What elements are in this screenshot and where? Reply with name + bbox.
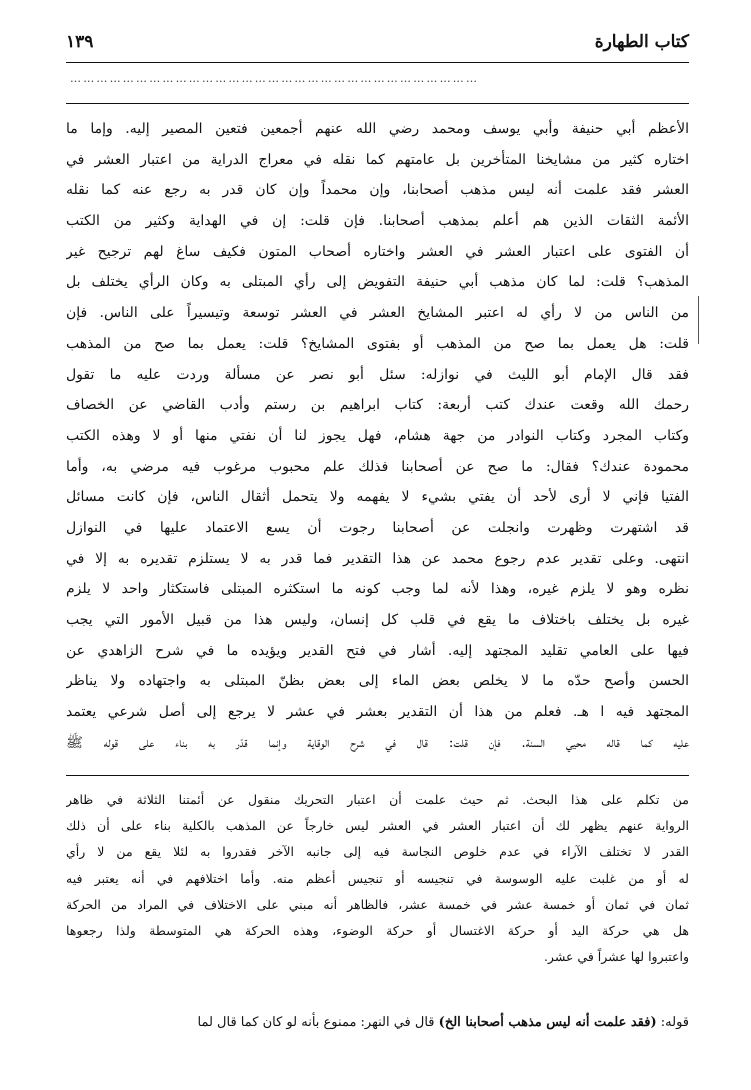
header-rule: [66, 62, 689, 63]
text-line: قد اشتهرت وظهرت وانجلت عن أصحابنا رجوت أن يسع الاعتماد عليها في النوازل: [66, 519, 689, 536]
text-line: اختاره كثير من مشايخنا المتأخرين بل عامتهم كما نقله في معراج الدراية من اعتبار العشر في: [66, 151, 689, 168]
text-line: الأعظم أبي حنيفة وأبي يوسف ومحمد رضي الله عنهم أجمعين فتعين المصير إليه. وإما ما: [66, 121, 689, 137]
dotted-separator: …………………………………………………………………………………: [70, 72, 480, 85]
text-line: المجتهد فيه ا هـ. فعلم من هذا أن التقدير بعشر في عشر لا يرجع إلى أصل شرعي يعتمد: [66, 704, 689, 721]
text-line: غيره بل يختلف باختلاف ما يقع في قلب كل إنسان، وليس هذا من قبيل الأمور التي يجب: [66, 612, 689, 628]
text-line: انتهى. وعلى تقدير عدم رجوع محمد عن هذا التقدير فما قدر به لا يستلزم تقديره به إلا في: [66, 550, 689, 567]
text-line: من الناس من لا رأي له اعتبر المشايخ العشر في العشر توسعة وتيسيراً على الناس. فإن: [66, 305, 689, 322]
footnote-rule: [66, 775, 689, 776]
text-line: نظره وهو لا يلزم غيره، وهذا لأنه لما وجب كونه ما استكثره المبتلى فاستكثار واحد لا يلزم: [66, 581, 689, 598]
text-separator-rule: [66, 103, 689, 104]
text-line: قلت: هل يعمل بما صح من المذهب أو بفتوى المشايخ؟ قلت: يعمل بما صح من المذهب: [66, 335, 689, 352]
text-line: عليه كما قاله محيي السنة. فإن قلت: قال في شرح الوقاية وإنما قدّر به بناء على قوله ﷺ: [66, 734, 689, 751]
text-line: واعتبروا لها عشراً في عشر.: [543, 949, 689, 965]
text-line: العشر فقد علمت أنه ليس مذهب أصحابنا، وإن محمداً وإن كان قدر به رجع عنه كما نقله: [66, 182, 689, 199]
text-line: وكتاب المجرد وكتاب النوادر من جهة هشام، فهل يجوز لنا أن نفتي منها أو لا وهذه الكتب: [66, 427, 689, 444]
text-line: محمودة عندك؟ فقال: ما صح عن أصحابنا فذلك علم محبوب مرغوب فيه مرضي به، وأما: [66, 458, 689, 475]
text-line: فقد قال الإمام أبو الليث في نوازله: سئل أبو نصر عن مسألة وردت عليه ما تقول: [66, 366, 689, 383]
text-line: من تكلم على هذا البحث. ثم حيث علمت أن اعتبار التحريك منقول عن أئمتنا الثلاثة في ظاهر: [66, 792, 689, 807]
text-line: الفتيا فإني لا أرى لأحد أن يفتي بشيء لا يفهمه ولا يتحمل أثقال الناس، فإن كانت مسائل: [66, 489, 689, 506]
commentary-lemma: (فقد علمت أنه ليس مذهب أصحابنا الخ): [438, 1015, 657, 1030]
page-number: ١٣٩: [66, 32, 94, 52]
text-line: هل هي حركة اليد أو حركة الاغتسال أو حركة الوضوء، وهذه الحركة هي المتوسطة ولذا رجعوها: [66, 922, 689, 938]
text-line: المذهب؟ قلت: لما كان مذهب أبي حنيفة التفويض إلى رأي المبتلى به وكان الرأي يختلف بل: [66, 274, 689, 291]
text-line: فيها على العامي تقليد المجتهد إليه. أشار في فتح القدير ويؤيده ما في شرح الزاهدي عن: [66, 642, 689, 659]
book-title: كتاب الطهارة: [594, 32, 689, 52]
commentary-line: [66, 1009, 689, 1037]
text-line: الرواية عنهم يظهر لك أن اعتبار العشر في العشر ليس خارجاً عن المذهب بالكلية بناء على أن ذلك: [66, 818, 689, 834]
margin-mark: [698, 296, 699, 344]
text-line: الحسن وأصح حدّه ما لا يخلص بعض الماء إلى بعض بظنّ المبتلى به واجتهاده ولا يناظر: [66, 673, 689, 690]
commentary-text: قال في النهر: ممنوع بأنه لو كان كما قال لما: [197, 1015, 439, 1030]
text-line: القدر لا تختلف الآراء في عدم خلوص النجاسة فيه إلى جانبه الآخر فقدروا به لئلا يقع من لا رأي: [66, 844, 689, 860]
page-header: [66, 30, 689, 64]
main-text: [66, 114, 689, 758]
text-line: رحمك الله وقعت عندك كتب أربعة: كتاب ابراهيم بن رستم وأدب القاضي عن الخصاف: [66, 397, 689, 414]
text-line: الأئمة الثقات الذين هم أعلم بمذهب أصحابنا. فإن قلت: إن في الهداية وكثير من الكتب: [66, 213, 689, 230]
text-line: له أو من غلبت عليه الوسوسة في تنجيسه أو تنجيس أعظم منه. وأما اختلافهم في أنه يعتبر فيه: [66, 870, 689, 886]
text-line: أن الفتوى على اعتبار العشر في العشر واختاره أصحاب المتون فكيف ساغ لهم ترجيح غير: [66, 243, 689, 260]
text-line: ثمان في ثمان أو خمسة عشر في خمسة عشر، فالظاهر أنه مبني على الاختلاف في المراد من الحركة: [66, 896, 689, 912]
commentary-prefix: قوله:: [656, 1015, 689, 1030]
footnote-text: [66, 787, 689, 970]
